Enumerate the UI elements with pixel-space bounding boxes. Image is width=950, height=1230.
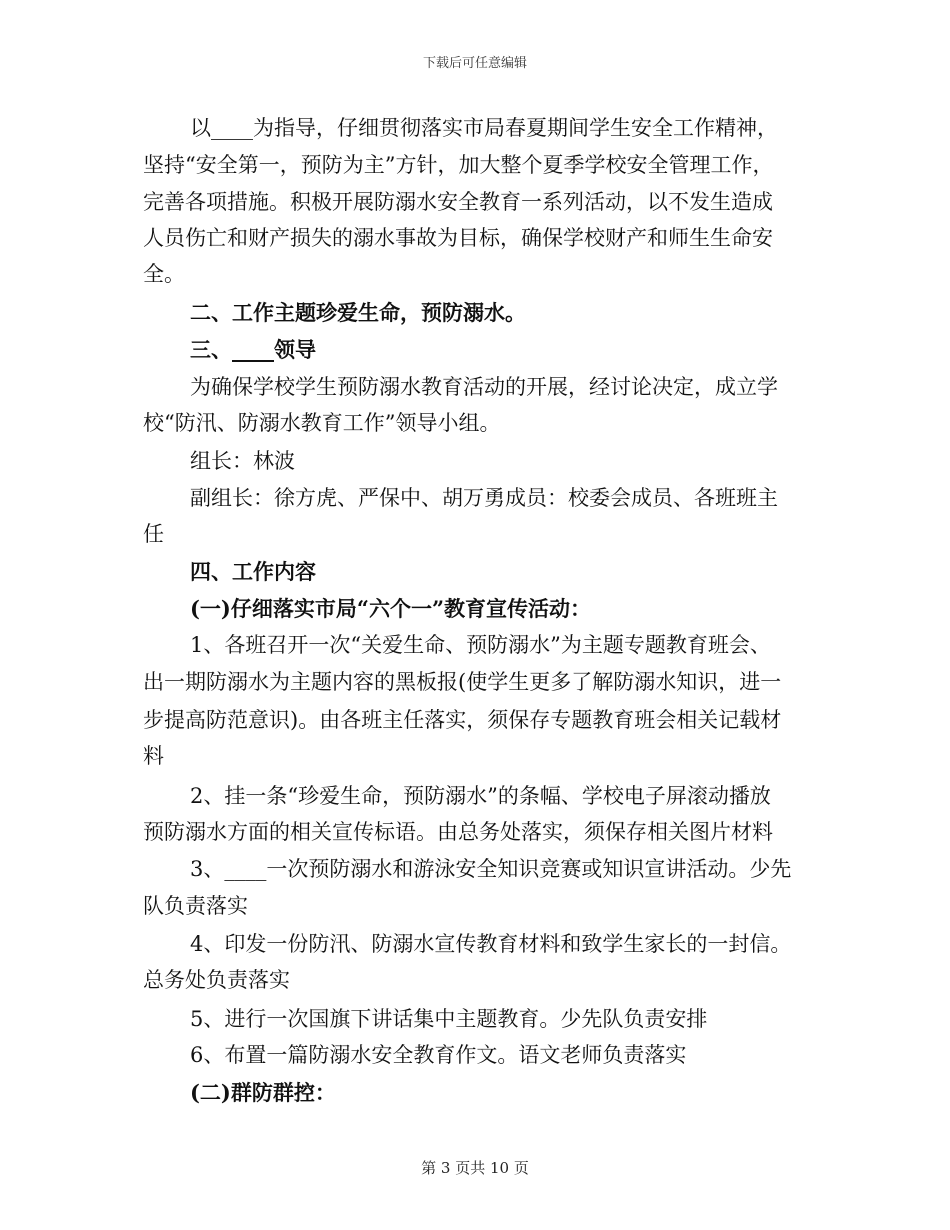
- page-number-footer: 第 3 页共 10 页: [421, 1159, 529, 1177]
- paragraph-line: 预防溺水方面的相关宣传标语。由总务处落实，须保存相关图片材料: [143, 820, 773, 844]
- paragraph-line: 总务处负责落实: [143, 968, 290, 992]
- paragraph-line: 副组长：徐方虎、严保中、胡万勇成员：校委会成员、各班班主: [190, 486, 778, 510]
- paragraph-line: 坚持“安全第一，预防为主”方针，加大整个夏季学校安全管理工作，: [143, 153, 774, 177]
- paragraph-line: 完善各项措施。积极开展防溺水安全教育一系列活动，以不发生造成: [143, 190, 773, 214]
- list-item: 4、印发一份防汛、防溺水宣传教育材料和致学生家长的一封信。: [190, 932, 792, 956]
- paragraph-line: 料: [143, 744, 164, 768]
- paragraph-line: 以____为指导，仔细贯彻落实市局春夏期间学生安全工作精神，: [190, 116, 778, 140]
- list-item: 1、各班召开一次“关爱生命、预防溺水”为主题专题教育班会、: [190, 633, 771, 657]
- paragraph-line: 校“防汛、防溺水教育工作”领导小组。: [143, 411, 501, 435]
- paragraph-line: 出一期防溺水为主题内容的黑板报(使学生更多了解防溺水知识，进一: [143, 670, 782, 694]
- page-header: 下载后可任意编辑: [422, 56, 527, 71]
- paragraph-line: 步提高防范意识)。由各班主任落实，须保存专题教育班会相关记载材: [143, 708, 782, 732]
- section-heading: 四、工作内容: [190, 559, 316, 584]
- list-item: 6、布置一篇防溺水安全教育作文。语文老师负责落实: [190, 1043, 687, 1067]
- section-heading: 二、工作主题珍爱生命，预防溺水。: [190, 300, 526, 325]
- subsection-heading: (一)仔细落实市局“六个一”教育宣传活动：: [190, 596, 592, 621]
- paragraph-line: 组长：林波: [190, 449, 295, 473]
- list-item: 3、____一次预防溺水和游泳安全知识竞赛或知识宣讲活动。少先: [190, 857, 792, 881]
- paragraph-line: 队负责落实: [143, 894, 248, 918]
- list-item: 5、进行一次国旗下讲话集中主题教育。少先队负责安排: [190, 1007, 708, 1031]
- section-heading: 三、____领导: [190, 337, 316, 362]
- paragraph-line: 为确保学校学生预防溺水教育活动的开展，经讨论决定，成立学: [190, 375, 778, 399]
- list-item: 2、挂一条“珍爱生命，预防溺水”的条幅、学校电子屏滚动播放: [190, 784, 771, 808]
- paragraph-line: 人员伤亡和财产损失的溺水事故为目标，确保学校财产和师生生命安: [143, 226, 773, 250]
- paragraph-line: 全。: [143, 262, 185, 286]
- paragraph-line: 任: [143, 522, 164, 546]
- subsection-heading: (二)群防群控：: [190, 1080, 336, 1105]
